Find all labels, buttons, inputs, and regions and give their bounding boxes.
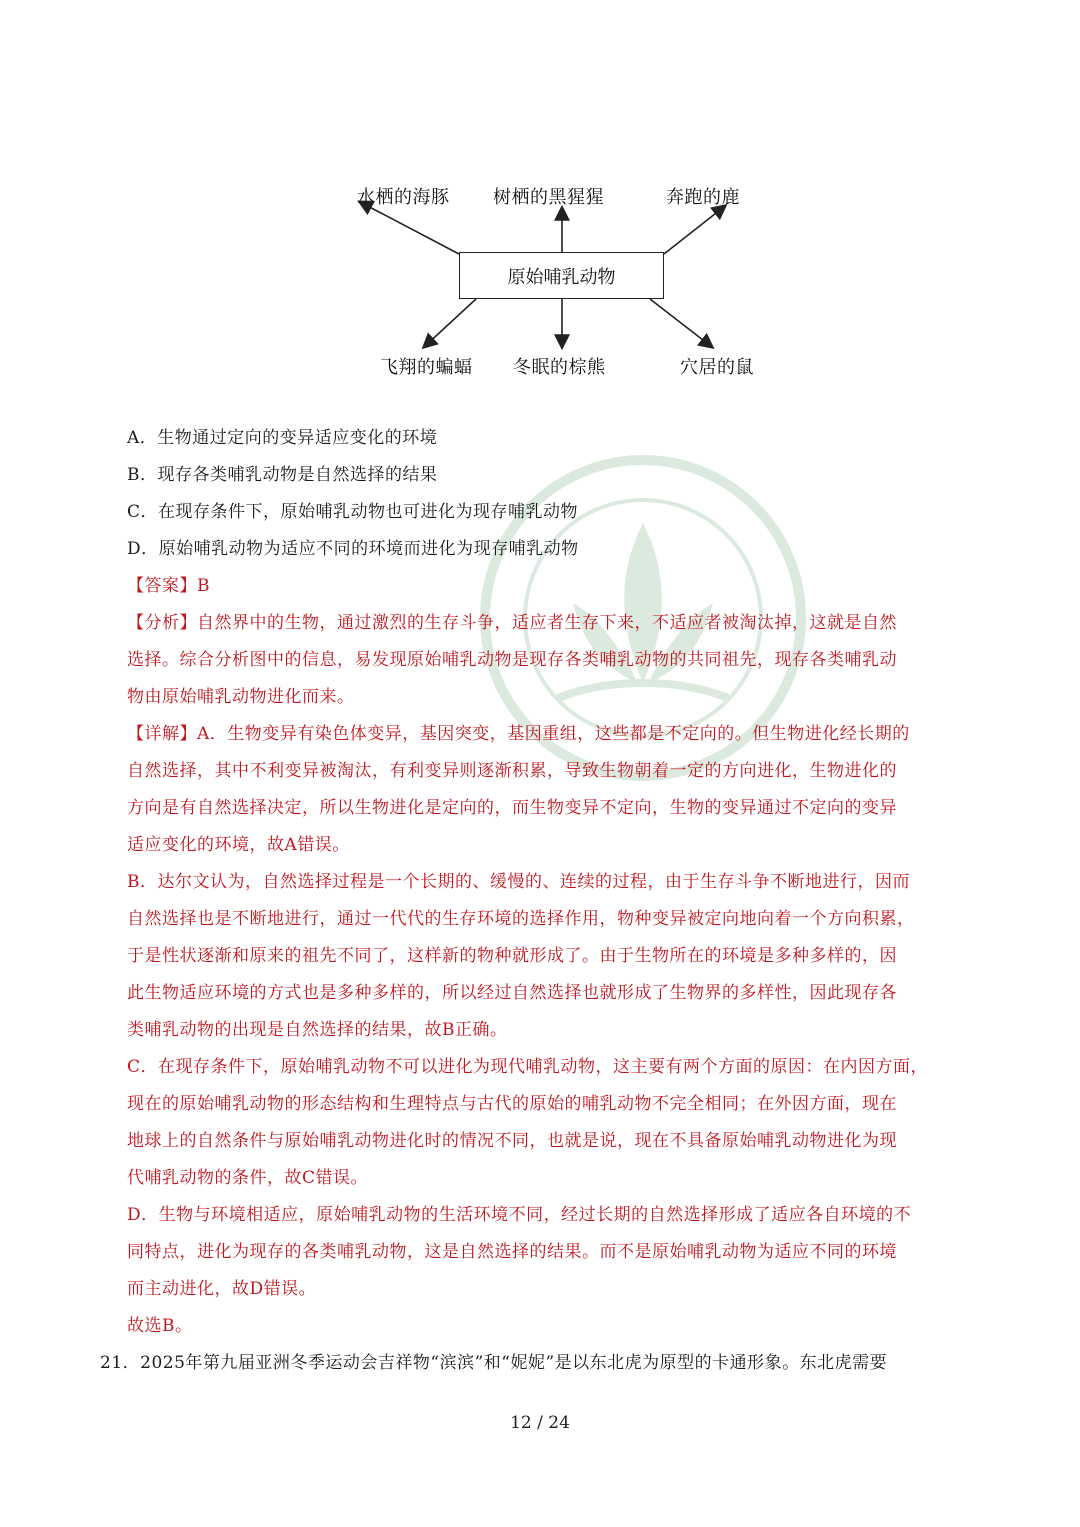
option-b: B．现存各类哺乳动物是自然选择的结果 bbox=[127, 465, 438, 485]
detail-b-line: 类哺乳动物的出现是自然选择的结果，故B正确。 bbox=[127, 1020, 508, 1040]
detail-a-line: 自然选择，其中不利变异被淘汰，有利变异则逐渐积累，导致生物朝着一定的方向进化，生物进化的 bbox=[127, 761, 897, 781]
center-box-primitive-mammal: 原始哺乳动物 bbox=[459, 252, 664, 299]
analysis-line: 选择。综合分析图中的信息，易发现原始哺乳动物是现存各类哺乳动物的共同祖先，现存各类哺乳动 bbox=[127, 650, 897, 670]
analysis-line: 【分析】自然界中的生物，通过激烈的生存斗争，适应者生存下来，不适应者被淘汰掉，这就是自然 bbox=[127, 613, 897, 633]
detail-b-line: 自然选择也是不断地进行，通过一代代的生存环境的选择作用，物种变异被定向地向着一个方向积累， bbox=[127, 909, 915, 929]
detail-d-line: 而主动进化，故D错误。 bbox=[127, 1279, 317, 1299]
analysis-line: 物由原始哺乳动物进化而来。 bbox=[127, 687, 355, 707]
conclusion-line: 故选B。 bbox=[127, 1316, 193, 1336]
answer-line: 【答案】B bbox=[127, 576, 210, 596]
option-d: D．原始哺乳动物为适应不同的环境而进化为现存哺乳动物 bbox=[127, 539, 579, 559]
detail-b-line: 此生物适应环境的方式也是多种多样的，所以经过自然选择也就形成了生物界的多样性，因此现存各 bbox=[127, 983, 897, 1003]
label-deer: 奔跑的鹿 bbox=[666, 187, 740, 208]
detail-c-line: C．在现存条件下，原始哺乳动物不可以进化为现代哺乳动物，这主要有两个方面的原因：在内因方面， bbox=[127, 1057, 929, 1077]
option-c: C．在现存条件下，原始哺乳动物也可进化为现存哺乳动物 bbox=[127, 502, 579, 522]
arrow-bottom-right bbox=[650, 299, 712, 347]
option-a: A．生物通过定向的变异适应变化的环境 bbox=[127, 428, 438, 448]
label-brown-bear: 冬眠的棕熊 bbox=[513, 357, 606, 378]
detail-a-line: 适应变化的环境，故A错误。 bbox=[127, 835, 350, 855]
question-21: 21．2025年第九届亚洲冬季运动会吉祥物“滨滨”和“妮妮”是以东北虎为原型的卡通形象。东北虎需要 bbox=[100, 1353, 888, 1373]
detail-a-line: 【详解】A．生物变异有染色体变异，基因突变，基因重组，这些都是不定向的。但生物进化经长期的 bbox=[127, 724, 910, 744]
label-bat: 飞翔的蝙蝠 bbox=[380, 357, 473, 378]
detail-c-line: 现在的原始哺乳动物的形态结构和生理特点与古代的原始的哺乳动物不完全相同；在外因方面，现在 bbox=[127, 1094, 897, 1114]
page-number: 12 / 24 bbox=[510, 1413, 570, 1433]
label-dolphin: 水栖的海豚 bbox=[357, 187, 450, 208]
detail-b-line: 于是性状逐渐和原来的祖先不同了，这样新的物种就形成了。由于生物所在的环境是多种多样的，因 bbox=[127, 946, 897, 966]
detail-b-line: B．达尔文认为，自然选择过程是一个长期的、缓慢的、连续的过程，由于生存斗争不断地进行，因而 bbox=[127, 872, 910, 892]
detail-c-line: 代哺乳动物的条件，故C错误。 bbox=[127, 1168, 369, 1188]
detail-d-line: 同特点，进化为现存的各类哺乳动物，这是自然选择的结果。而不是原始哺乳动物为适应不同的环境 bbox=[127, 1242, 897, 1262]
label-chimpanzee: 树栖的黑猩猩 bbox=[493, 187, 604, 208]
arrow-top-right bbox=[664, 206, 725, 254]
label-mouse: 穴居的鼠 bbox=[680, 357, 754, 378]
arrow-bottom-left bbox=[424, 299, 476, 347]
evolution-diagram bbox=[0, 0, 1080, 420]
detail-a-line: 方向是有自然选择决定，所以生物进化是定向的，而生物变异不定向，生物的变异通过不定向的变异 bbox=[127, 798, 897, 818]
detail-d-line: D．生物与环境相适应，原始哺乳动物的生活环境不同，经过长期的自然选择形成了适应各自环境的不 bbox=[127, 1205, 912, 1225]
arrow-top-left bbox=[360, 202, 459, 254]
detail-c-line: 地球上的自然条件与原始哺乳动物进化时的情况不同，也就是说，现在不具备原始哺乳动物进化为现 bbox=[127, 1131, 897, 1151]
